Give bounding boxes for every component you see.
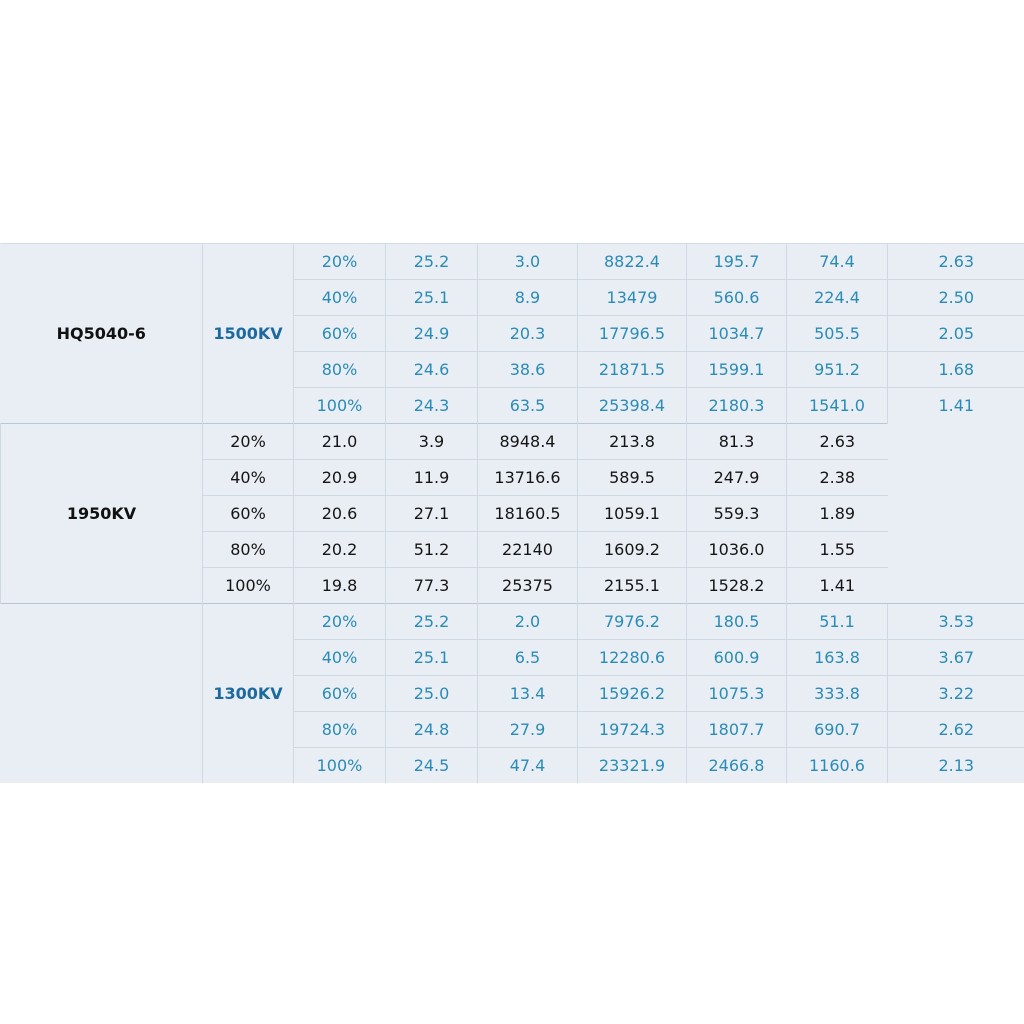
- rpm-cell: 17796.5: [578, 316, 687, 352]
- voltage-cell: 21.0: [294, 424, 386, 460]
- thrust-cell: 1807.7: [687, 712, 787, 748]
- model-name-cell: HQ5040-6: [1, 244, 203, 424]
- current-cell: 8.9: [478, 280, 578, 316]
- kv-rating-cell: 1500KV: [203, 244, 294, 424]
- efficiency-cell: 2.50: [888, 280, 1024, 316]
- thrust-cell: 180.5: [687, 604, 787, 640]
- throttle-cell: 20%: [294, 244, 386, 280]
- current-cell: 6.5: [478, 640, 578, 676]
- voltage-cell: 25.1: [386, 280, 478, 316]
- current-cell: 2.0: [478, 604, 578, 640]
- current-cell: 51.2: [386, 532, 478, 568]
- thrust-cell: 1609.2: [578, 532, 687, 568]
- voltage-cell: 24.5: [386, 748, 478, 784]
- thrust-cell: 2466.8: [687, 748, 787, 784]
- efficiency-cell: 1.89: [787, 496, 888, 532]
- thrust-cell: 195.7: [687, 244, 787, 280]
- current-cell: 77.3: [386, 568, 478, 604]
- throttle-cell: 60%: [294, 316, 386, 352]
- thrust-cell: 213.8: [578, 424, 687, 460]
- throttle-cell: 20%: [203, 424, 294, 460]
- efficiency-cell: 2.38: [787, 460, 888, 496]
- table-row: [1, 604, 1024, 640]
- throttle-cell: 100%: [294, 388, 386, 424]
- throttle-cell: 40%: [203, 460, 294, 496]
- throttle-cell: 80%: [294, 712, 386, 748]
- rpm-cell: 8948.4: [478, 424, 578, 460]
- voltage-cell: 25.1: [386, 640, 478, 676]
- voltage-cell: 24.6: [386, 352, 478, 388]
- current-cell: 11.9: [386, 460, 478, 496]
- voltage-cell: 25.2: [386, 604, 478, 640]
- kv-group: [1, 244, 1024, 424]
- power-cell: 81.3: [687, 424, 787, 460]
- power-cell: 690.7: [787, 712, 888, 748]
- power-cell: 1528.2: [687, 568, 787, 604]
- efficiency-cell: 1.68: [888, 352, 1024, 388]
- rpm-cell: 13479: [578, 280, 687, 316]
- throttle-cell: 100%: [294, 748, 386, 784]
- power-cell: 559.3: [687, 496, 787, 532]
- table-row: [1, 424, 1024, 460]
- current-cell: 38.6: [478, 352, 578, 388]
- rpm-cell: 22140: [478, 532, 578, 568]
- current-cell: 47.4: [478, 748, 578, 784]
- voltage-cell: 24.9: [386, 316, 478, 352]
- voltage-cell: 20.6: [294, 496, 386, 532]
- power-cell: 163.8: [787, 640, 888, 676]
- rpm-cell: 15926.2: [578, 676, 687, 712]
- thrust-cell: 600.9: [687, 640, 787, 676]
- efficiency-cell: 3.22: [888, 676, 1024, 712]
- thrust-cell: 560.6: [687, 280, 787, 316]
- thrust-cell: 2180.3: [687, 388, 787, 424]
- current-cell: 3.0: [478, 244, 578, 280]
- kv-group: [1, 604, 1024, 784]
- rpm-cell: 7976.2: [578, 604, 687, 640]
- throttle-cell: 80%: [294, 352, 386, 388]
- efficiency-cell: 1.41: [787, 568, 888, 604]
- power-cell: 505.5: [787, 316, 888, 352]
- thrust-cell: 1034.7: [687, 316, 787, 352]
- power-cell: 1541.0: [787, 388, 888, 424]
- voltage-cell: 19.8: [294, 568, 386, 604]
- rpm-cell: 23321.9: [578, 748, 687, 784]
- rpm-cell: 25398.4: [578, 388, 687, 424]
- power-cell: 1160.6: [787, 748, 888, 784]
- current-cell: 27.9: [478, 712, 578, 748]
- efficiency-cell: 2.63: [888, 244, 1024, 280]
- kv-group: [1, 424, 1024, 604]
- rpm-cell: 19724.3: [578, 712, 687, 748]
- rpm-cell: 18160.5: [478, 496, 578, 532]
- rpm-cell: 21871.5: [578, 352, 687, 388]
- rpm-cell: 25375: [478, 568, 578, 604]
- voltage-cell: 24.8: [386, 712, 478, 748]
- throttle-cell: 20%: [294, 604, 386, 640]
- efficiency-cell: 2.62: [888, 712, 1024, 748]
- power-cell: 1036.0: [687, 532, 787, 568]
- throttle-cell: 40%: [294, 640, 386, 676]
- efficiency-cell: 1.41: [888, 388, 1024, 424]
- table-row: [1, 244, 1024, 280]
- efficiency-cell: 2.63: [787, 424, 888, 460]
- power-cell: 951.2: [787, 352, 888, 388]
- current-cell: 20.3: [478, 316, 578, 352]
- power-cell: 333.8: [787, 676, 888, 712]
- thrust-cell: 1059.1: [578, 496, 687, 532]
- motor-performance-table-container: [0, 243, 1024, 783]
- efficiency-cell: 2.13: [888, 748, 1024, 784]
- voltage-cell: 20.2: [294, 532, 386, 568]
- model-name-cell: [1, 604, 203, 784]
- voltage-cell: 20.9: [294, 460, 386, 496]
- motor-performance-table: [0, 243, 1024, 783]
- voltage-cell: 25.0: [386, 676, 478, 712]
- throttle-cell: 80%: [203, 532, 294, 568]
- kv-rating-cell: 1950KV: [1, 424, 203, 604]
- current-cell: 13.4: [478, 676, 578, 712]
- efficiency-cell: 2.05: [888, 316, 1024, 352]
- current-cell: 27.1: [386, 496, 478, 532]
- current-cell: 3.9: [386, 424, 478, 460]
- throttle-cell: 60%: [294, 676, 386, 712]
- rpm-cell: 13716.6: [478, 460, 578, 496]
- kv-rating-cell: 1300KV: [203, 604, 294, 784]
- throttle-cell: 60%: [203, 496, 294, 532]
- efficiency-cell: 1.55: [787, 532, 888, 568]
- power-cell: 74.4: [787, 244, 888, 280]
- thrust-cell: 1599.1: [687, 352, 787, 388]
- power-cell: 224.4: [787, 280, 888, 316]
- rpm-cell: 12280.6: [578, 640, 687, 676]
- efficiency-cell: 3.53: [888, 604, 1024, 640]
- power-cell: 51.1: [787, 604, 888, 640]
- voltage-cell: 25.2: [386, 244, 478, 280]
- voltage-cell: 24.3: [386, 388, 478, 424]
- thrust-cell: 2155.1: [578, 568, 687, 604]
- thrust-cell: 589.5: [578, 460, 687, 496]
- thrust-cell: 1075.3: [687, 676, 787, 712]
- power-cell: 247.9: [687, 460, 787, 496]
- efficiency-cell: 3.67: [888, 640, 1024, 676]
- throttle-cell: 100%: [203, 568, 294, 604]
- current-cell: 63.5: [478, 388, 578, 424]
- throttle-cell: 40%: [294, 280, 386, 316]
- rpm-cell: 8822.4: [578, 244, 687, 280]
